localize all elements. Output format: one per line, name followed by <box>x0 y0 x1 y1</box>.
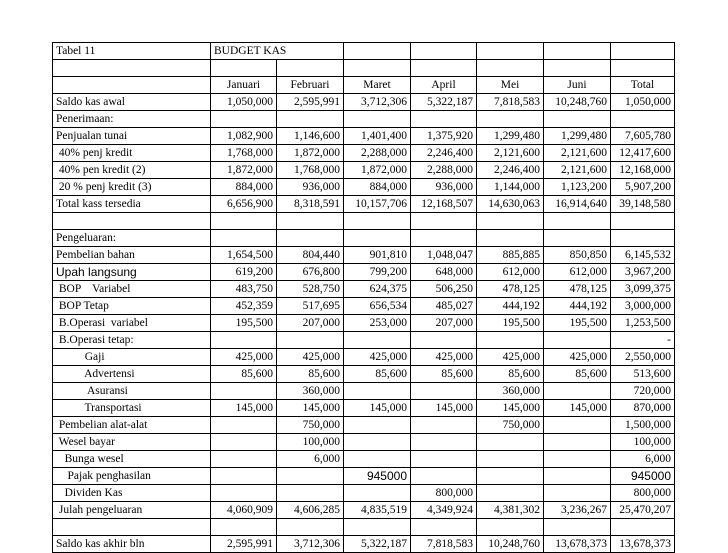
table-row <box>53 485 675 502</box>
value-cell[interactable] <box>211 111 277 128</box>
value-cell[interactable]: 5,322,187 <box>344 536 411 553</box>
value-cell[interactable]: 2,595,991 <box>211 536 277 553</box>
table-row <box>53 162 675 179</box>
value-cell[interactable]: 2,121,600 <box>477 145 544 162</box>
empty-cell[interactable] <box>53 213 211 230</box>
column-header[interactable]: Januari <box>211 77 277 94</box>
empty-cell[interactable] <box>544 519 611 536</box>
empty-cell[interactable] <box>544 213 611 230</box>
value-cell[interactable] <box>277 111 344 128</box>
value-cell[interactable] <box>477 451 544 468</box>
value-cell[interactable]: 5,907,200 <box>611 179 675 196</box>
value-cell[interactable] <box>411 230 477 247</box>
empty-cell[interactable] <box>477 43 544 60</box>
value-cell[interactable]: 4,835,519 <box>344 502 411 519</box>
value-cell[interactable]: 85,600 <box>277 366 344 383</box>
value-cell[interactable] <box>344 230 411 247</box>
value-cell[interactable]: 1,144,000 <box>477 179 544 196</box>
table-row <box>53 230 675 247</box>
value-cell[interactable]: 1,082,900 <box>211 128 277 145</box>
value-cell[interactable]: 624,375 <box>344 281 411 298</box>
row-label[interactable]: Pembelian alat-alat <box>53 417 211 434</box>
value-cell[interactable]: - <box>611 332 675 349</box>
value-cell[interactable]: 145,000 <box>477 400 544 417</box>
table-row <box>53 298 675 315</box>
table-row <box>53 502 675 519</box>
value-cell[interactable]: 425,000 <box>411 349 477 366</box>
value-cell[interactable]: 1,401,400 <box>344 128 411 145</box>
value-cell[interactable]: 800,000 <box>411 485 477 502</box>
row-label[interactable]: 40% pen kredit (2) <box>53 162 211 179</box>
value-cell[interactable]: 39,148,580 <box>611 196 675 213</box>
table-row <box>53 94 675 111</box>
value-cell[interactable]: 1,768,000 <box>211 145 277 162</box>
value-cell[interactable]: 425,000 <box>344 349 411 366</box>
row-label[interactable]: Dividen Kas <box>53 485 211 502</box>
value-cell[interactable] <box>277 230 344 247</box>
value-cell[interactable]: 506,250 <box>411 281 477 298</box>
row-label[interactable]: B.Operasi variabel <box>53 315 211 332</box>
value-cell[interactable]: 485,027 <box>411 298 477 315</box>
value-cell[interactable]: 885,885 <box>477 247 544 264</box>
value-cell[interactable]: 945000 <box>344 468 411 485</box>
value-cell[interactable]: 6,656,900 <box>211 196 277 213</box>
value-cell[interactable]: 2,121,600 <box>544 145 611 162</box>
value-cell[interactable]: 10,248,760 <box>544 94 611 111</box>
value-cell[interactable] <box>544 451 611 468</box>
value-cell[interactable] <box>477 485 544 502</box>
empty-cell[interactable] <box>344 43 411 60</box>
value-cell[interactable]: 1,768,000 <box>277 162 344 179</box>
empty-cell[interactable] <box>611 213 675 230</box>
value-cell[interactable] <box>611 230 675 247</box>
value-cell[interactable] <box>211 230 277 247</box>
row-label[interactable]: B.Operasi tetap: <box>53 332 211 349</box>
empty-cell[interactable] <box>277 519 344 536</box>
value-cell[interactable]: 850,850 <box>544 247 611 264</box>
value-cell[interactable]: 7,605,780 <box>611 128 675 145</box>
value-cell[interactable] <box>544 434 611 451</box>
column-header[interactable]: April <box>411 77 477 94</box>
value-cell[interactable]: 452,359 <box>211 298 277 315</box>
value-cell[interactable] <box>344 383 411 400</box>
row-label[interactable]: Bunga wesel <box>53 451 211 468</box>
row-label[interactable]: Pajak penghasilan <box>53 468 211 485</box>
value-cell[interactable] <box>477 332 544 349</box>
value-cell[interactable]: 3,712,306 <box>277 536 344 553</box>
value-cell[interactable]: 799,200 <box>344 264 411 281</box>
row-label[interactable]: Pembelian bahan <box>53 247 211 264</box>
table-row <box>53 213 675 230</box>
row-label[interactable]: Julah pengeluaran <box>53 502 211 519</box>
value-cell[interactable]: 1,253,500 <box>611 315 675 332</box>
value-cell[interactable]: 870,000 <box>611 400 675 417</box>
table-row <box>53 77 675 94</box>
budget-kas-table <box>52 42 675 553</box>
table-row <box>53 366 675 383</box>
value-cell[interactable]: 25,470,207 <box>611 502 675 519</box>
value-cell[interactable]: 884,000 <box>344 179 411 196</box>
value-cell[interactable] <box>411 417 477 434</box>
value-cell[interactable] <box>211 383 277 400</box>
empty-cell[interactable] <box>53 519 211 536</box>
value-cell[interactable] <box>211 417 277 434</box>
empty-cell[interactable] <box>411 213 477 230</box>
value-cell[interactable] <box>277 332 344 349</box>
table-row <box>53 247 675 264</box>
value-cell[interactable]: 85,600 <box>344 366 411 383</box>
value-cell[interactable]: 16,914,640 <box>544 196 611 213</box>
value-cell[interactable]: 253,000 <box>344 315 411 332</box>
column-header[interactable]: Maret <box>344 77 411 94</box>
value-cell[interactable] <box>411 383 477 400</box>
value-cell[interactable]: 478,125 <box>544 281 611 298</box>
empty-cell[interactable] <box>344 213 411 230</box>
value-cell[interactable]: 1,654,500 <box>211 247 277 264</box>
value-cell[interactable]: 2,550,000 <box>611 349 675 366</box>
table-row <box>53 315 675 332</box>
row-label[interactable]: BOP Tetap <box>53 298 211 315</box>
value-cell[interactable]: 7,818,583 <box>411 536 477 553</box>
empty-cell[interactable] <box>411 519 477 536</box>
empty-cell[interactable] <box>344 60 411 77</box>
value-cell[interactable]: 656,534 <box>344 298 411 315</box>
table-row <box>53 434 675 451</box>
table-row <box>53 468 675 485</box>
value-cell[interactable] <box>344 417 411 434</box>
table-row <box>53 519 675 536</box>
value-cell[interactable] <box>411 468 477 485</box>
value-cell[interactable]: 1,299,480 <box>544 128 611 145</box>
value-cell[interactable]: 12,417,600 <box>611 145 675 162</box>
value-cell[interactable]: 7,818,583 <box>477 94 544 111</box>
value-cell[interactable]: 3,000,000 <box>611 298 675 315</box>
row-label[interactable]: Asuransi <box>53 383 211 400</box>
value-cell[interactable]: 12,168,507 <box>411 196 477 213</box>
value-cell[interactable] <box>411 111 477 128</box>
value-cell[interactable]: 425,000 <box>277 349 344 366</box>
value-cell[interactable]: 207,000 <box>277 315 344 332</box>
value-cell[interactable]: 1,123,200 <box>544 179 611 196</box>
row-label[interactable]: Total kass tersedia <box>53 196 211 213</box>
empty-cell[interactable] <box>477 519 544 536</box>
value-cell[interactable]: 13,678,373 <box>544 536 611 553</box>
empty-cell[interactable] <box>611 60 675 77</box>
value-cell[interactable]: 85,600 <box>211 366 277 383</box>
row-label[interactable]: 20 % penj kredit (3) <box>53 179 211 196</box>
value-cell[interactable]: 10,248,760 <box>477 536 544 553</box>
value-cell[interactable] <box>344 451 411 468</box>
empty-cell[interactable] <box>477 213 544 230</box>
value-cell[interactable]: 945000 <box>611 468 675 485</box>
row-label[interactable]: Gaji <box>53 349 211 366</box>
value-cell[interactable]: 6,000 <box>611 451 675 468</box>
value-cell[interactable] <box>211 468 277 485</box>
value-cell[interactable]: 1,872,000 <box>211 162 277 179</box>
value-cell[interactable]: 85,600 <box>411 366 477 383</box>
table-subtitle-cell[interactable]: BUDGET KAS <box>211 43 344 60</box>
table-row <box>53 111 675 128</box>
value-cell[interactable]: 6,145,532 <box>611 247 675 264</box>
value-cell[interactable]: 720,000 <box>611 383 675 400</box>
table-row <box>53 332 675 349</box>
table-row <box>53 196 675 213</box>
value-cell[interactable]: 612,000 <box>477 264 544 281</box>
title-row <box>53 43 675 60</box>
value-cell[interactable]: 648,000 <box>411 264 477 281</box>
value-cell[interactable]: 2,288,000 <box>411 162 477 179</box>
value-cell[interactable]: 444,192 <box>544 298 611 315</box>
table-title-cell[interactable]: Tabel 11 <box>53 43 211 60</box>
value-cell[interactable]: 14,630,063 <box>477 196 544 213</box>
empty-cell[interactable] <box>477 60 544 77</box>
value-cell[interactable] <box>477 230 544 247</box>
empty-cell[interactable] <box>411 60 477 77</box>
value-cell[interactable]: 2,246,400 <box>411 145 477 162</box>
value-cell[interactable]: 195,500 <box>211 315 277 332</box>
value-cell[interactable]: 1,050,000 <box>211 94 277 111</box>
value-cell[interactable] <box>344 332 411 349</box>
value-cell[interactable]: 800,000 <box>611 485 675 502</box>
column-header[interactable]: Juni <box>544 77 611 94</box>
value-cell[interactable]: 100,000 <box>611 434 675 451</box>
empty-cell[interactable] <box>211 60 277 77</box>
empty-cell[interactable] <box>544 43 611 60</box>
empty-cell[interactable] <box>344 519 411 536</box>
value-cell[interactable]: 4,381,302 <box>477 502 544 519</box>
value-cell[interactable]: 3,099,375 <box>611 281 675 298</box>
column-header[interactable]: Mei <box>477 77 544 94</box>
value-cell[interactable]: 425,000 <box>477 349 544 366</box>
value-cell[interactable]: 85,600 <box>544 366 611 383</box>
column-header[interactable]: Total <box>611 77 675 94</box>
value-cell[interactable]: 145,000 <box>411 400 477 417</box>
row-label[interactable]: Wesel bayar <box>53 434 211 451</box>
value-cell[interactable]: 8,318,591 <box>277 196 344 213</box>
empty-cell[interactable] <box>611 43 675 60</box>
value-cell[interactable]: 100,000 <box>277 434 344 451</box>
value-cell[interactable]: 145,000 <box>544 400 611 417</box>
table-row <box>53 383 675 400</box>
row-label[interactable]: Saldo kas awal <box>53 94 211 111</box>
value-cell[interactable]: 5,322,187 <box>411 94 477 111</box>
value-cell[interactable]: 3,712,306 <box>344 94 411 111</box>
table-row <box>53 128 675 145</box>
row-label[interactable]: BOP Variabel <box>53 281 211 298</box>
value-cell[interactable]: 936,000 <box>411 179 477 196</box>
empty-cell[interactable] <box>544 60 611 77</box>
value-cell[interactable]: 884,000 <box>211 179 277 196</box>
empty-cell[interactable] <box>277 213 344 230</box>
value-cell[interactable] <box>277 485 344 502</box>
value-cell[interactable]: 10,157,706 <box>344 196 411 213</box>
value-cell[interactable] <box>411 434 477 451</box>
empty-cell[interactable] <box>211 213 277 230</box>
value-cell[interactable]: 13,678,373 <box>611 536 675 553</box>
table-row <box>53 400 675 417</box>
empty-cell[interactable] <box>53 77 211 94</box>
value-cell[interactable] <box>544 111 611 128</box>
value-cell[interactable]: 425,000 <box>544 349 611 366</box>
value-cell[interactable]: 804,440 <box>277 247 344 264</box>
value-cell[interactable]: 12,168,000 <box>611 162 675 179</box>
value-cell[interactable]: 360,000 <box>277 383 344 400</box>
table-row <box>53 349 675 366</box>
value-cell[interactable] <box>544 383 611 400</box>
value-cell[interactable] <box>477 468 544 485</box>
value-cell[interactable]: 1,048,047 <box>411 247 477 264</box>
value-cell[interactable] <box>544 230 611 247</box>
value-cell[interactable] <box>277 468 344 485</box>
value-cell[interactable]: 4,349,924 <box>411 502 477 519</box>
value-cell[interactable]: 3,967,200 <box>611 264 675 281</box>
value-cell[interactable] <box>344 111 411 128</box>
value-cell[interactable]: 478,125 <box>477 281 544 298</box>
value-cell[interactable]: 676,800 <box>277 264 344 281</box>
value-cell[interactable] <box>211 485 277 502</box>
value-cell[interactable] <box>344 434 411 451</box>
value-cell[interactable]: 750,000 <box>477 417 544 434</box>
value-cell[interactable]: 1,500,000 <box>611 417 675 434</box>
column-header[interactable]: Februari <box>277 77 344 94</box>
row-label[interactable]: Penjualan tunai <box>53 128 211 145</box>
value-cell[interactable]: 1,299,480 <box>477 128 544 145</box>
value-cell[interactable]: 85,600 <box>477 366 544 383</box>
value-cell[interactable] <box>477 111 544 128</box>
row-label[interactable]: 40% penj kredit <box>53 145 211 162</box>
value-cell[interactable]: 425,000 <box>211 349 277 366</box>
table-row <box>53 60 675 77</box>
value-cell[interactable]: 483,750 <box>211 281 277 298</box>
value-cell[interactable]: 513,600 <box>611 366 675 383</box>
value-cell[interactable]: 612,000 <box>544 264 611 281</box>
value-cell[interactable]: 444,192 <box>477 298 544 315</box>
value-cell[interactable] <box>544 417 611 434</box>
value-cell[interactable] <box>211 434 277 451</box>
value-cell[interactable] <box>211 332 277 349</box>
value-cell[interactable] <box>544 485 611 502</box>
value-cell[interactable]: 1,146,600 <box>277 128 344 145</box>
table-row <box>53 179 675 196</box>
value-cell[interactable]: 4,060,909 <box>211 502 277 519</box>
table-row <box>53 536 675 553</box>
row-label[interactable]: Upah langsung <box>53 264 211 281</box>
value-cell[interactable] <box>544 332 611 349</box>
value-cell[interactable]: 901,810 <box>344 247 411 264</box>
empty-cell[interactable] <box>277 60 344 77</box>
table-row <box>53 281 675 298</box>
value-cell[interactable]: 1,375,920 <box>411 128 477 145</box>
value-cell[interactable] <box>344 485 411 502</box>
row-label[interactable]: Saldo kas akhir bln <box>53 536 211 553</box>
value-cell[interactable]: 145,000 <box>277 400 344 417</box>
value-cell[interactable]: 2,595,991 <box>277 94 344 111</box>
value-cell[interactable]: 195,500 <box>477 315 544 332</box>
value-cell[interactable]: 936,000 <box>277 179 344 196</box>
empty-cell[interactable] <box>53 60 211 77</box>
value-cell[interactable]: 2,288,000 <box>344 145 411 162</box>
value-cell[interactable]: 360,000 <box>477 383 544 400</box>
row-label[interactable]: Pengeluaran: <box>53 230 211 247</box>
value-cell[interactable]: 145,000 <box>211 400 277 417</box>
empty-cell[interactable] <box>411 43 477 60</box>
value-cell[interactable]: 145,000 <box>344 400 411 417</box>
value-cell[interactable]: 195,500 <box>544 315 611 332</box>
row-label[interactable]: Transportasi <box>53 400 211 417</box>
value-cell[interactable]: 1,872,000 <box>344 162 411 179</box>
value-cell[interactable]: 1,050,000 <box>611 94 675 111</box>
value-cell[interactable]: 2,246,400 <box>477 162 544 179</box>
value-cell[interactable]: 517,695 <box>277 298 344 315</box>
value-cell[interactable]: 528,750 <box>277 281 344 298</box>
empty-cell[interactable] <box>211 519 277 536</box>
value-cell[interactable] <box>411 332 477 349</box>
table-row <box>53 417 675 434</box>
value-cell[interactable]: 2,121,600 <box>544 162 611 179</box>
value-cell[interactable] <box>411 451 477 468</box>
row-label[interactable]: Penerimaan: <box>53 111 211 128</box>
value-cell[interactable]: 6,000 <box>277 451 344 468</box>
value-cell[interactable]: 750,000 <box>277 417 344 434</box>
value-cell[interactable] <box>611 111 675 128</box>
table-row <box>53 451 675 468</box>
empty-cell[interactable] <box>611 519 675 536</box>
value-cell[interactable]: 3,236,267 <box>544 502 611 519</box>
value-cell[interactable] <box>211 451 277 468</box>
value-cell[interactable] <box>477 434 544 451</box>
value-cell[interactable]: 4,606,285 <box>277 502 344 519</box>
value-cell[interactable]: 207,000 <box>411 315 477 332</box>
value-cell[interactable]: 619,200 <box>211 264 277 281</box>
table-row <box>53 145 675 162</box>
value-cell[interactable] <box>544 468 611 485</box>
table-row <box>53 264 675 281</box>
value-cell[interactable]: 1,872,000 <box>277 145 344 162</box>
row-label[interactable]: Advertensi <box>53 366 211 383</box>
